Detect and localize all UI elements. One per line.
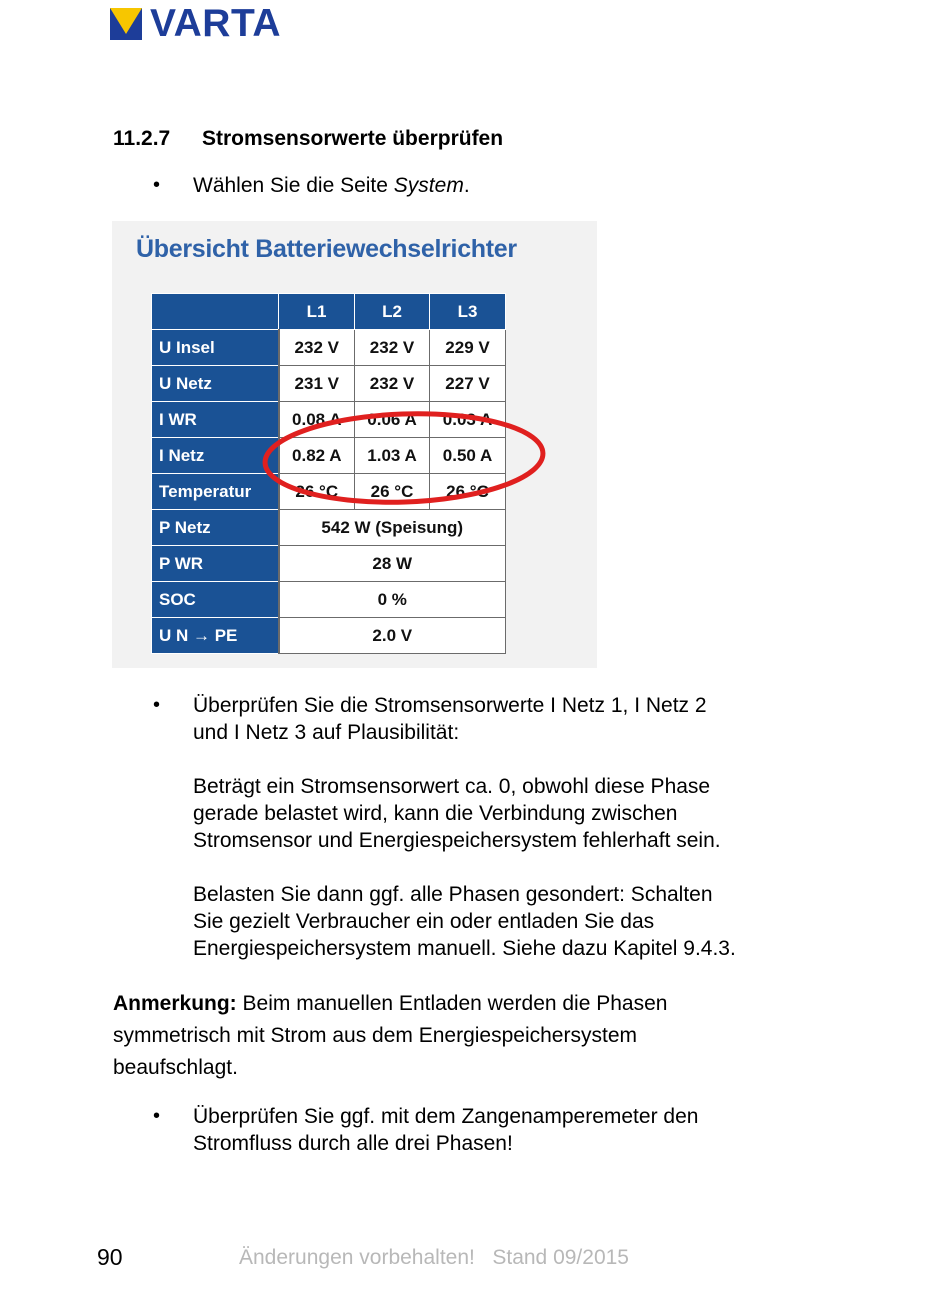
bullet-1-punct: . <box>463 174 470 197</box>
bullet-2-line: Beträgt ein Stromsensorwert ca. 0, obwohl diese Phase <box>193 775 711 798</box>
bullet-2-line: Sie gezielt Verbraucher ein oder entladen Sie das <box>193 910 655 933</box>
varta-logo <box>110 2 315 45</box>
cell-value: 227 V <box>430 366 506 402</box>
col-header: L2 <box>355 294 430 330</box>
bullet-2-line: Stromsensor und Energiespeichersystem fehlerhaft sein. <box>193 829 721 852</box>
table-header-row <box>152 294 506 330</box>
row-label: P WR <box>152 546 279 582</box>
cell-value: 0.50 A <box>430 438 506 474</box>
cell-value: 0.82 A <box>279 438 355 474</box>
note-text: Beim manuellen Entladen werden die Phasen <box>236 992 668 1015</box>
page-number: 90 <box>97 1244 123 1270</box>
col-header: L3 <box>430 294 506 330</box>
cell-value: 0.06 A <box>355 402 430 438</box>
bullet-2-line: und I Netz 3 auf Plausibilität: <box>193 721 460 744</box>
bullet-3 <box>193 1103 813 1157</box>
table-row <box>152 582 506 618</box>
note-text: symmetrisch mit Strom aus dem Energiespeichersystem <box>113 1024 637 1047</box>
table-row <box>152 366 506 402</box>
panel-title: Übersicht Batteriewechselrichter <box>136 235 517 263</box>
row-label: I Netz <box>152 438 279 474</box>
section-title: Stromsensorwerte überprüfen <box>202 127 504 150</box>
cell-value: 26 °C <box>430 474 506 510</box>
highlight-ellipse-icon <box>258 404 554 514</box>
col-header: L1 <box>279 294 355 330</box>
bullet-2-line: Überprüfen Sie die Stromsensorwerte I Netz 1, I Netz 2 <box>193 694 707 717</box>
row-label: I WR <box>152 402 279 438</box>
section-heading <box>113 126 503 152</box>
logo-wordmark: VARTA <box>150 2 282 45</box>
cell-value: 2.0 V <box>279 618 506 654</box>
cell-value: 542 W (Speisung) <box>279 510 506 546</box>
row-label: SOC <box>152 582 279 618</box>
cell-value: 231 V <box>279 366 355 402</box>
row-label: U Insel <box>152 330 279 366</box>
section-number: 11.2.7 <box>113 127 171 150</box>
table-row <box>152 510 506 546</box>
bullet-2-line: Energiespeichersystem manuell. Siehe dazu Kapitel 9.4.3. <box>193 937 736 960</box>
bullet-2 <box>193 692 813 962</box>
cell-value: 232 V <box>355 330 430 366</box>
table-row <box>152 618 506 654</box>
bullet-icon: • <box>153 1105 161 1127</box>
cell-value: 26 °C <box>355 474 430 510</box>
cell-value: 229 V <box>430 330 506 366</box>
bullet-3-line: Überprüfen Sie ggf. mit dem Zangenamperemeter den <box>193 1105 699 1128</box>
cell-value: 26 °C <box>279 474 355 510</box>
cell-value: 0.08 A <box>279 402 355 438</box>
cell-value: 1.03 A <box>355 438 430 474</box>
varta-logo-mark-icon <box>110 8 142 40</box>
bullet-1 <box>193 172 470 199</box>
cell-value: 232 V <box>355 366 430 402</box>
row-label: U Netz <box>152 366 279 402</box>
table-row <box>152 330 506 366</box>
bullet-3-line: Stromfluss durch alle drei Phasen! <box>193 1132 513 1155</box>
cell-value: 28 W <box>279 546 506 582</box>
note-label: Anmerkung: <box>113 992 237 1015</box>
cell-value: 0 % <box>279 582 506 618</box>
row-label: Temperatur <box>152 474 279 510</box>
row-label: P Netz <box>152 510 279 546</box>
cell-value: 0.03 A <box>430 402 506 438</box>
row-label: U N → PE <box>152 618 279 654</box>
table-row <box>152 546 506 582</box>
bullet-1-emphasis: System <box>393 174 464 197</box>
bullet-1-text: Wählen Sie die Seite <box>193 174 394 197</box>
bullet-2-line: Belasten Sie dann ggf. alle Phasen gesondert: Schalten <box>193 883 713 906</box>
bullet-icon: • <box>153 174 161 196</box>
note-paragraph <box>113 988 733 1084</box>
table-corner <box>152 294 279 330</box>
bullet-2-line: gerade belastet wird, kann die Verbindung zwischen <box>193 802 678 825</box>
note-text: beaufschlagt. <box>113 1056 238 1079</box>
bullet-icon: • <box>153 694 161 716</box>
footer-text: Änderungen vorbehalten! Stand 09/2015 <box>239 1246 629 1269</box>
cell-value: 232 V <box>279 330 355 366</box>
